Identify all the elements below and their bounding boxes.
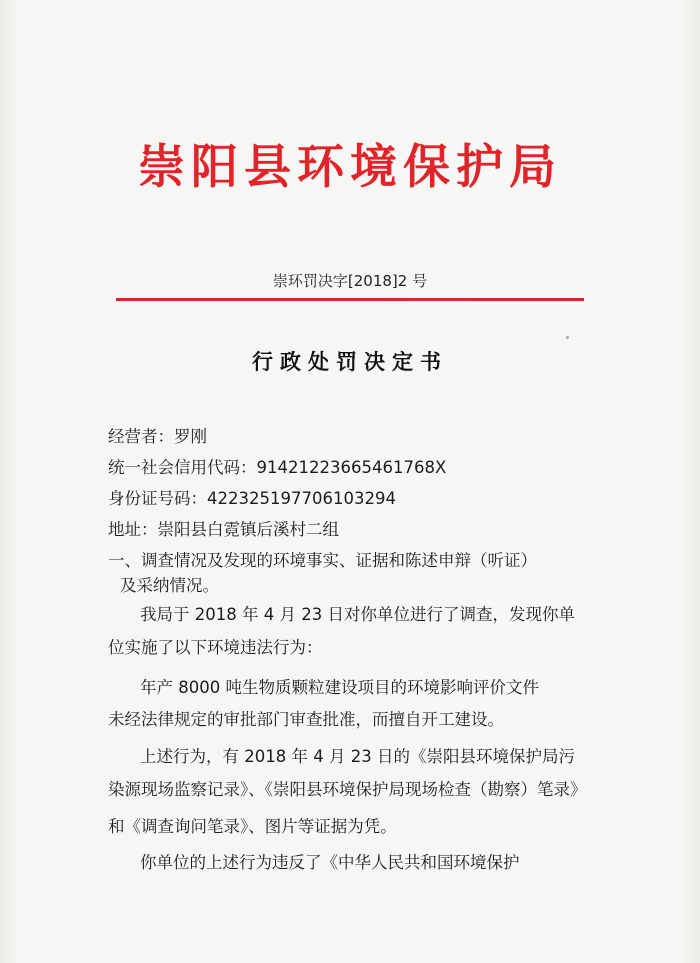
- document-title: 行政处罚决定书: [252, 350, 448, 374]
- red-divider-line: [116, 298, 584, 301]
- operator-value: 罗刚: [174, 427, 207, 446]
- scan-speck: [566, 336, 569, 339]
- paragraph3-line2: 染源现场监察记录》、《崇阳县环境保护局现场检查（勘察）笔录》: [108, 780, 587, 799]
- document-number: 崇环罚决字[2018]2 号: [272, 272, 428, 290]
- paragraph1-line1: 我局于 2018 年 4 月 23 日对你单位进行了调查，发现你单: [140, 605, 575, 624]
- id-number-row: [108, 488, 396, 510]
- address-label: 地址：: [108, 520, 158, 539]
- paragraph1-line2: 位实施了以下环境违法行为：: [108, 638, 323, 657]
- section-heading-line2: 及采纳情况。: [120, 576, 219, 595]
- id-number-value: 422325197706103294: [207, 489, 396, 508]
- credit-code-row: [108, 457, 446, 479]
- paragraph2-line1: 年产 8000 吨生物质颗粒建设项目的环境影响评价文件: [140, 678, 539, 697]
- operator-label: 经营者：: [108, 427, 174, 446]
- paragraph3-line1: 上述行为，有 2018 年 4 月 23 日的《崇阳县环境保护局污: [140, 747, 575, 766]
- address-value: 崇阳县白霓镇后溪村二组: [157, 520, 339, 539]
- paragraph3-line3: 和《调查询问笔录》、图片等证据为凭。: [108, 817, 397, 836]
- paragraph4-line1: 你单位的上述行为违反了《中华人民共和国环境保护: [140, 853, 520, 872]
- agency-header: 崇阳县环境保护局: [138, 140, 562, 195]
- section-heading-line1: 一、调查情况及发现的环境事实、证据和陈述申辩（听证）: [108, 551, 537, 570]
- paragraph2-line2: 未经法律规定的审批部门审查批准，而擅自开工建设。: [108, 710, 504, 729]
- id-number-label: 身份证号码：: [108, 489, 207, 508]
- operator-row: [108, 426, 207, 448]
- credit-code-value: 91421223665461768X: [256, 458, 447, 477]
- credit-code-label: 统一社会信用代码：: [108, 458, 257, 477]
- address-row: [108, 519, 339, 541]
